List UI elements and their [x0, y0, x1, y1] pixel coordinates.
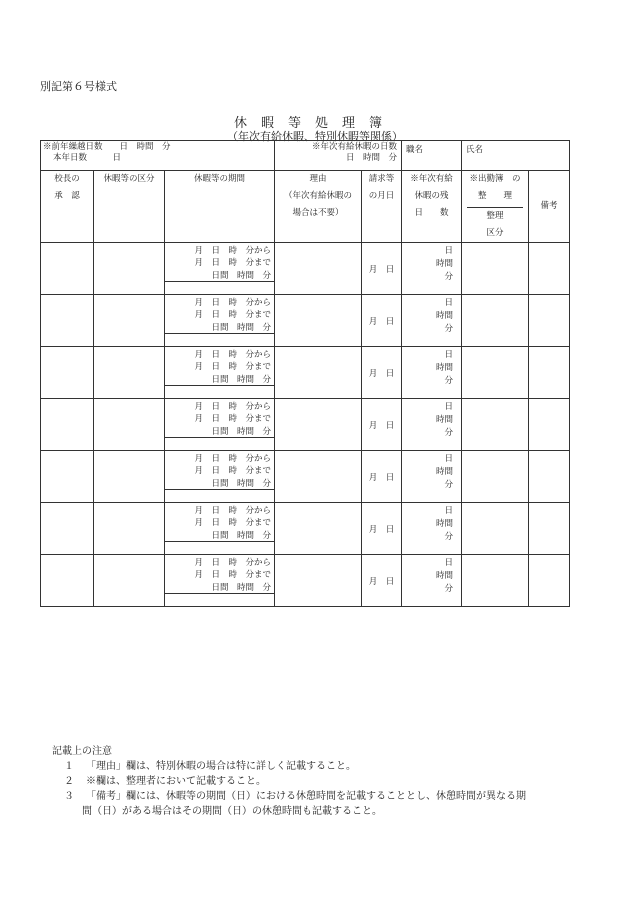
attendance-register-cell[interactable] [462, 243, 529, 295]
summary-row [41, 141, 570, 171]
principal-approval-cell[interactable] [41, 555, 94, 607]
period-cell[interactable] [165, 347, 275, 399]
principal-approval-cell[interactable] [41, 243, 94, 295]
remarks-cell[interactable] [529, 243, 570, 295]
reason-cell[interactable] [275, 243, 362, 295]
attendance-register-cell[interactable] [462, 295, 529, 347]
col-remarks: 備考 [529, 171, 570, 243]
remarks-cell[interactable] [529, 451, 570, 503]
note-item-3-continued: 間（日）がある場合はその期間（日）の休憩時間も記載すること。 [82, 806, 382, 817]
period-duration: 日間 時間 分 [211, 583, 271, 593]
reason-cell[interactable] [275, 347, 362, 399]
period-duration: 日間 時間 分 [211, 427, 271, 437]
remaining-days-cell[interactable]: 日 時間 分 [402, 243, 462, 295]
table-row [41, 555, 570, 607]
notes-heading: 記載上の注意 [52, 746, 112, 757]
col-leave-type: 休暇等の区分 [94, 171, 165, 243]
remaining-days-cell[interactable]: 日 時間 分 [402, 295, 462, 347]
col-attendance-register: ※出勤簿 の 整 理 整理 区分 [462, 171, 529, 243]
request-date-cell[interactable]: 月 日 [362, 451, 402, 503]
request-date-cell[interactable]: 月 日 [362, 399, 402, 451]
col-period: 休暇等の期間 [165, 171, 275, 243]
column-header-row [41, 171, 570, 243]
leave-type-cell[interactable] [94, 295, 165, 347]
reason-cell[interactable] [275, 503, 362, 555]
period-duration: 日間 時間 分 [211, 531, 271, 541]
job-title-label: 職名 [402, 141, 462, 171]
leave-type-cell[interactable] [94, 555, 165, 607]
attendance-register-cell[interactable] [462, 555, 529, 607]
prev-carryover: ※前年繰越日数 日 時間 分 [43, 142, 171, 152]
remaining-days-cell[interactable]: 日 時間 分 [402, 555, 462, 607]
period-cell[interactable] [165, 503, 275, 555]
period-from: 月 日 時 分から [194, 246, 271, 256]
period-from: 月 日 時 分から [194, 350, 271, 360]
remaining-days-cell[interactable]: 日 時間 分 [402, 503, 462, 555]
attendance-register-cell[interactable] [462, 451, 529, 503]
request-date-cell[interactable]: 月 日 [362, 243, 402, 295]
col-reason: 理由 （年次有給休暇の 場合は不要） [275, 171, 362, 243]
table-row [41, 243, 570, 295]
form-label: 別記第６号様式 [40, 80, 117, 93]
period-to: 月 日 時 分まで [194, 518, 271, 528]
period-from: 月 日 時 分から [194, 506, 271, 516]
principal-approval-cell[interactable] [41, 503, 94, 555]
attendance-register-cell[interactable] [462, 399, 529, 451]
period-duration: 日間 時間 分 [211, 323, 271, 333]
remarks-cell[interactable] [529, 399, 570, 451]
this-year-days: 本年日数 日 [53, 153, 122, 163]
period-duration: 日間 時間 分 [211, 479, 271, 489]
reason-cell[interactable] [275, 399, 362, 451]
leave-ledger-table [40, 140, 570, 607]
note-item-2: ２ ※欄は、整理者において記載すること。 [64, 776, 266, 787]
annual-leave-days-label: ※年次有給休暇の日数 [312, 142, 398, 152]
period-from: 月 日 時 分から [194, 402, 271, 412]
remarks-cell[interactable] [529, 347, 570, 399]
leave-type-cell[interactable] [94, 347, 165, 399]
period-from: 月 日 時 分から [194, 454, 271, 464]
reason-cell[interactable] [275, 451, 362, 503]
period-cell[interactable] [165, 295, 275, 347]
leave-type-cell[interactable] [94, 243, 165, 295]
name-label: 氏名 [462, 141, 570, 171]
period-duration: 日間 時間 分 [211, 375, 271, 385]
remarks-cell[interactable] [529, 295, 570, 347]
attendance-register-cell[interactable] [462, 347, 529, 399]
principal-approval-cell[interactable] [41, 399, 94, 451]
principal-approval-cell[interactable] [41, 451, 94, 503]
period-to: 月 日 時 分まで [194, 570, 271, 580]
table-row [41, 451, 570, 503]
leave-type-cell[interactable] [94, 399, 165, 451]
col-remaining-days: ※年次有給 休暇の残 日 数 [402, 171, 462, 243]
period-from: 月 日 時 分から [194, 298, 271, 308]
table-row [41, 347, 570, 399]
reason-cell[interactable] [275, 295, 362, 347]
leave-type-cell[interactable] [94, 503, 165, 555]
principal-approval-cell[interactable] [41, 347, 94, 399]
remaining-days-cell[interactable]: 日 時間 分 [402, 451, 462, 503]
period-to: 月 日 時 分まで [194, 310, 271, 320]
table-row [41, 295, 570, 347]
request-date-cell[interactable]: 月 日 [362, 295, 402, 347]
remaining-days-cell[interactable]: 日 時間 分 [402, 347, 462, 399]
table-row [41, 503, 570, 555]
page-subtitle: （年次有給休暇、特別休暇等関係） [227, 130, 403, 143]
remaining-days-cell[interactable]: 日 時間 分 [402, 399, 462, 451]
annual-leave-days-value: 日 時間 分 [346, 153, 398, 163]
period-from: 月 日 時 分から [194, 558, 271, 568]
col-request-date: 請求等 の月日 [362, 171, 402, 243]
table-row [41, 399, 570, 451]
period-to: 月 日 時 分まで [194, 258, 271, 268]
period-to: 月 日 時 分まで [194, 414, 271, 424]
leave-type-cell[interactable] [94, 451, 165, 503]
note-item-1: １ 「理由」欄は、特別休暇の場合は特に詳しく記載すること。 [64, 761, 356, 772]
period-cell[interactable] [165, 243, 275, 295]
period-to: 月 日 時 分まで [194, 466, 271, 476]
request-date-cell[interactable]: 月 日 [362, 503, 402, 555]
principal-approval-cell[interactable] [41, 295, 94, 347]
period-cell[interactable] [165, 555, 275, 607]
remarks-cell[interactable] [529, 503, 570, 555]
remarks-cell[interactable] [529, 555, 570, 607]
page-title: 休暇等処理簿 [233, 116, 396, 131]
period-cell[interactable] [165, 399, 275, 451]
attendance-register-cell[interactable] [462, 503, 529, 555]
col-principal-approval: 校長の 承 認 [41, 171, 94, 243]
period-duration: 日間 時間 分 [211, 271, 271, 281]
period-cell[interactable] [165, 451, 275, 503]
reason-cell[interactable] [275, 555, 362, 607]
request-date-cell[interactable]: 月 日 [362, 555, 402, 607]
notes-section [52, 744, 526, 819]
period-to: 月 日 時 分まで [194, 362, 271, 372]
request-date-cell[interactable]: 月 日 [362, 347, 402, 399]
note-item-3: ３ 「備考」欄には、休暇等の期間（日）における休憩時間を記載することとし、休憩時間が異なる期 [64, 791, 526, 802]
